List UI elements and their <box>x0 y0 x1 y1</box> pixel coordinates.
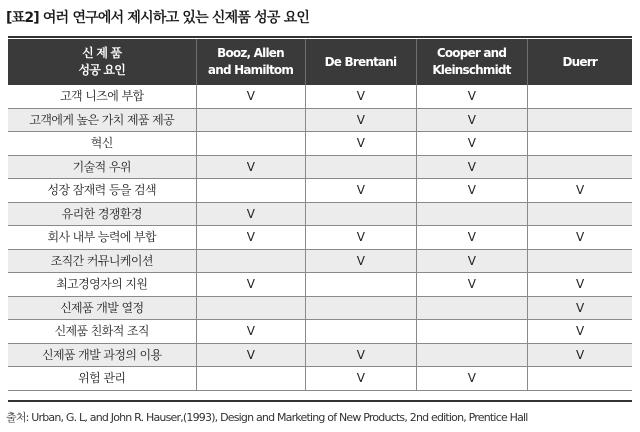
mark-cell <box>416 202 527 226</box>
header-study-3-line1: Cooper and <box>436 46 507 60</box>
header-study-3 <box>416 39 527 85</box>
mark-cell <box>527 132 632 156</box>
source-note: 출처: Urban, G. L, and John R. Hauser,(1993), Design and Marketing of New Products, 2nd edition, Prentice Hall <box>6 411 528 424</box>
mark-cell: V <box>416 85 527 108</box>
mark-cell: V <box>305 343 416 367</box>
mark-cell: V <box>416 155 527 179</box>
factor-cell: 신제품 개발 과정의 이용 <box>8 343 196 367</box>
header-study-3-line2: Kleinschmidt <box>432 63 511 77</box>
success-factors-table <box>8 39 632 391</box>
table-row <box>8 108 632 132</box>
mark-cell: V <box>416 367 527 391</box>
header-study-2-line1: De Brentani <box>324 54 397 69</box>
mark-cell: V <box>527 296 632 320</box>
header-factor-line2: 성공 요인 <box>78 63 126 77</box>
mark-cell <box>196 108 305 132</box>
table-row <box>8 179 632 203</box>
mark-cell <box>305 296 416 320</box>
mark-cell: V <box>527 179 632 203</box>
mark-cell <box>416 343 527 367</box>
header-factor-line1: 신 제 품 <box>82 46 122 60</box>
mark-cell: V <box>305 85 416 108</box>
mark-cell: V <box>305 132 416 156</box>
header-study-2 <box>305 39 416 85</box>
mark-cell <box>196 296 305 320</box>
mark-cell: V <box>416 108 527 132</box>
table-row <box>8 320 632 344</box>
mark-cell <box>527 249 632 273</box>
factor-cell: 고객 니즈에 부합 <box>8 85 196 108</box>
mark-cell <box>527 85 632 108</box>
mark-cell: V <box>527 320 632 344</box>
factor-cell: 신제품 개발 열정 <box>8 296 196 320</box>
mark-cell: V <box>196 85 305 108</box>
mark-cell <box>196 132 305 156</box>
mark-cell: V <box>305 226 416 250</box>
header-study-1-line2: and Hamiltom <box>207 63 294 77</box>
mark-cell <box>305 155 416 179</box>
mark-cell <box>527 202 632 226</box>
mark-cell: V <box>416 226 527 250</box>
factor-cell: 혁신 <box>8 132 196 156</box>
mark-cell <box>305 320 416 344</box>
mark-cell <box>416 320 527 344</box>
mark-cell: V <box>416 249 527 273</box>
mark-cell: V <box>527 273 632 297</box>
table-row <box>8 85 632 108</box>
table-row <box>8 249 632 273</box>
mark-cell: V <box>305 179 416 203</box>
factor-cell: 고객에게 높은 가치 제품 제공 <box>8 108 196 132</box>
mark-cell <box>527 367 632 391</box>
mark-cell <box>196 249 305 273</box>
mark-cell: V <box>305 108 416 132</box>
header-study-4-line1: Duerr <box>562 54 597 69</box>
table-row <box>8 202 632 226</box>
factor-cell: 회사 내부 능력에 부합 <box>8 226 196 250</box>
mark-cell: V <box>196 155 305 179</box>
table-body <box>8 85 632 390</box>
mark-cell: V <box>305 367 416 391</box>
mark-cell <box>196 367 305 391</box>
factor-cell: 신제품 친화적 조직 <box>8 320 196 344</box>
header-study-1-line1: Booz, Allen <box>217 46 284 60</box>
mark-cell <box>416 296 527 320</box>
mark-cell: V <box>196 202 305 226</box>
mark-cell: V <box>305 249 416 273</box>
table-row <box>8 155 632 179</box>
header-study-1 <box>196 39 305 85</box>
mark-cell: V <box>416 132 527 156</box>
factor-cell: 성장 잠재력 등을 검색 <box>8 179 196 203</box>
table-row <box>8 367 632 391</box>
mark-cell <box>305 273 416 297</box>
factor-cell: 조직간 커뮤니케이션 <box>8 249 196 273</box>
mark-cell: V <box>196 343 305 367</box>
header-row <box>8 39 632 85</box>
header-factor <box>8 39 196 85</box>
mark-cell: V <box>196 273 305 297</box>
factor-cell: 위험 관리 <box>8 367 196 391</box>
mark-cell: V <box>527 343 632 367</box>
mark-cell: V <box>416 179 527 203</box>
mark-cell: V <box>416 273 527 297</box>
bottom-rule <box>8 400 632 402</box>
table-title: [표2] 여러 연구에서 제시하고 있는 신제품 성공 요인 <box>6 10 310 26</box>
factor-cell: 기술적 우위 <box>8 155 196 179</box>
table-row <box>8 226 632 250</box>
mark-cell: V <box>196 226 305 250</box>
mark-cell <box>305 202 416 226</box>
table-row <box>8 296 632 320</box>
mark-cell <box>196 179 305 203</box>
table-row <box>8 132 632 156</box>
header-study-4 <box>527 39 632 85</box>
mark-cell: V <box>527 226 632 250</box>
factor-cell: 유리한 경쟁환경 <box>8 202 196 226</box>
table-row <box>8 273 632 297</box>
factor-cell: 최고경영자의 지원 <box>8 273 196 297</box>
table-row <box>8 343 632 367</box>
mark-cell: V <box>196 320 305 344</box>
top-rule <box>8 36 632 38</box>
mark-cell <box>527 108 632 132</box>
mark-cell <box>527 155 632 179</box>
